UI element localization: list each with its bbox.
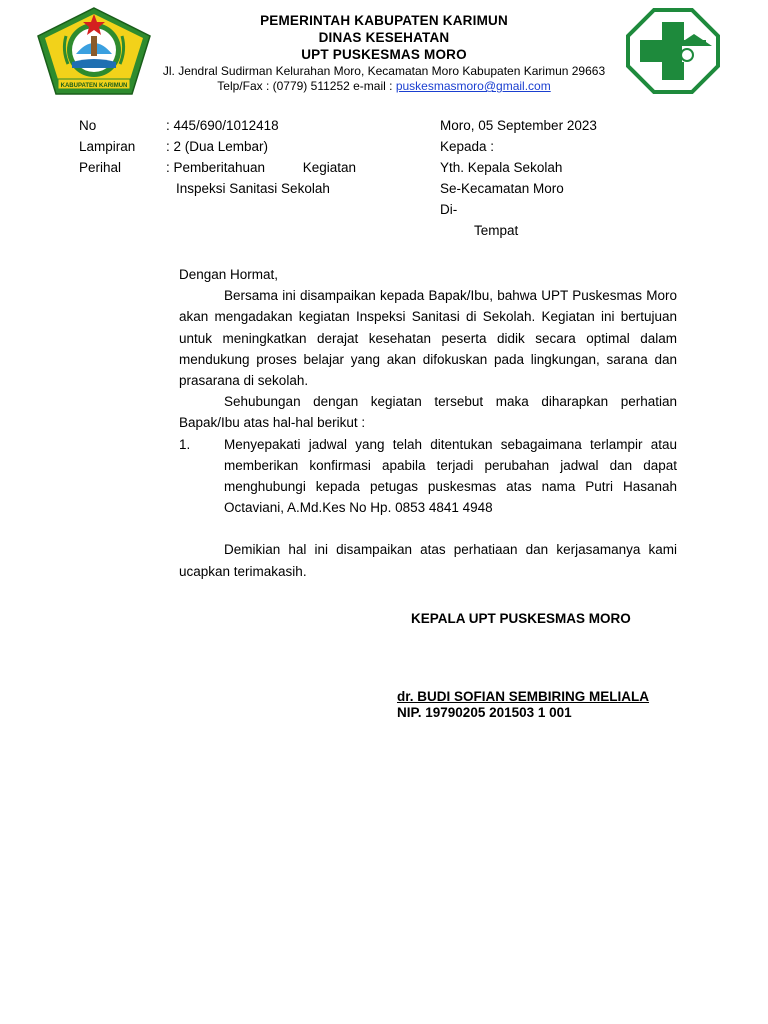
paragraph-closing: Demikian hal ini disampaikan atas perhatiaan dan kerjasamanya kami ucapkan terimakasih. — [179, 542, 677, 579]
lampiran-value: : 2 (Dua Lembar) — [166, 139, 269, 154]
kabupaten-karimun-emblem — [36, 6, 152, 96]
perihal-value-b: Kegiatan — [302, 160, 356, 175]
perihal-value-a: : Pemberitahuan — [166, 160, 266, 175]
list-item-number: 1. — [179, 436, 191, 452]
recipient-title: Yth. Kepala Sekolah — [440, 160, 563, 175]
contact-line — [150, 79, 618, 94]
di-label: Di- — [440, 202, 458, 217]
perihal-value-line2: Inspeksi Sanitasi Sekolah — [176, 181, 330, 196]
email-link[interactable]: puskesmasmoro@gmail.com — [395, 79, 551, 93]
telp-text: Telp/Fax : (0779) 511252 e-mail : — [217, 79, 396, 93]
no-value: : 445/690/1012418 — [166, 118, 279, 133]
paragraph-request: Sehubungan dengan kegiatan tersebut maka diharapkan perhatian Bapak/Ibu atas hal-hal berikut : — [179, 394, 677, 431]
list-item — [179, 434, 677, 519]
no-label: No — [79, 118, 97, 133]
emblem-caption: KABUPATEN KARIMUN — [60, 83, 128, 89]
letter-date: Moro, 05 September 2023 — [440, 118, 597, 133]
salutation: Dengan Hormat, — [179, 267, 279, 282]
recipient-area: Se-Kecamatan Moro — [440, 181, 564, 196]
perihal-value — [166, 157, 356, 178]
signer-title: KEPALA UPT PUSKESMAS MORO — [411, 611, 631, 626]
recipient-block — [440, 115, 597, 241]
letter-body — [179, 264, 677, 582]
government-title: PEMERINTAH KABUPATEN KARIMUN — [260, 13, 508, 28]
puskesmas-logo — [626, 8, 720, 94]
letter-metadata — [79, 115, 366, 199]
list-item-text: Menyepakati jadwal yang telah ditentukan sebagaimana terlampir atau memberikan konfirmasi apabila terjadi perubahan jadwal dan dapat menghubungi kepada petugas puskesmas atas nama Putri Hasanah Octaviani, A.Md.Kes No Hp. 0853 4841 4948 — [224, 436, 677, 516]
office-address: Jl. Jendral Sudirman Kelurahan Moro, Kecamatan Moro Kabupaten Karimun 29663 — [162, 64, 606, 78]
letterhead — [150, 12, 618, 94]
signer-name: dr. BUDI SOFIAN SEMBIRING MELIALA — [397, 689, 650, 704]
tempat-label: Tempat — [474, 223, 519, 238]
paragraph-intro: Bersama ini disampaikan kepada Bapak/Ibu, bahwa UPT Puskesmas Moro akan mengadakan kegiatan Inspeksi Sanitasi di Sekolah. Kegiatan ini bertujuan untuk meningkatkan derajat kesehatan peserta didik secara optimal dalam mendukung proses belajar yang akan difokuskan pada lingkungan, sarana dan prasarana di sekolah. — [179, 288, 677, 389]
lampiran-label: Lampiran — [79, 139, 136, 154]
department-title: DINAS KESEHATAN — [318, 30, 450, 45]
perihal-label: Perihal — [79, 160, 122, 175]
signer-nip: NIP. 19790205 201503 1 001 — [397, 705, 572, 720]
kepada-label: Kepada : — [440, 139, 495, 154]
office-title: UPT PUSKESMAS MORO — [301, 47, 467, 62]
